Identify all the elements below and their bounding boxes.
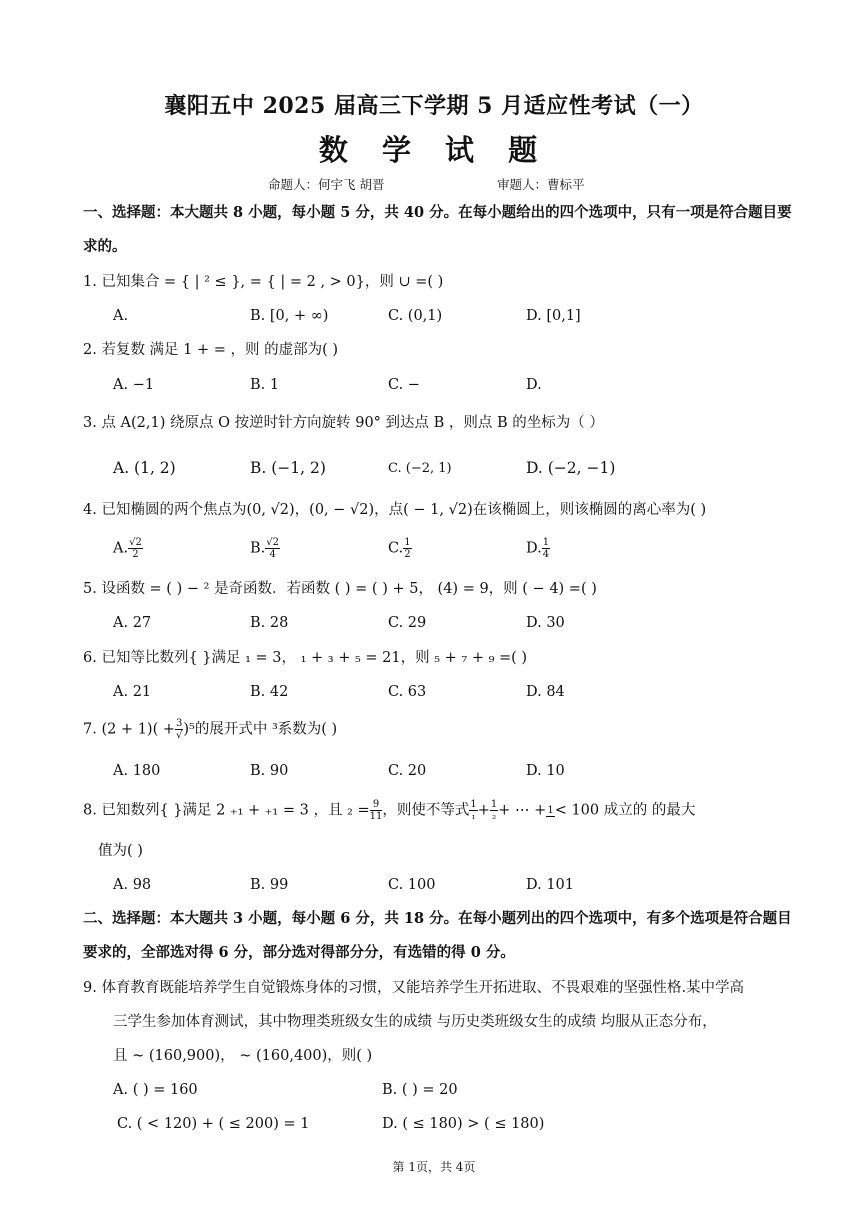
question-4-option-c-fraction <box>403 537 411 560</box>
question-1-option-d: D. [0,1] <box>526 308 581 324</box>
fraction-numerator: 1 <box>542 537 550 548</box>
question-4-option-c <box>388 537 412 560</box>
question-7-stem-part-1: 7. (2 + 1)( + <box>83 721 175 738</box>
exam-subtitle: 数 学 试 题 <box>318 133 550 167</box>
question-4-option-a <box>113 537 143 560</box>
question-7-option-a: A. 180 <box>113 763 161 779</box>
question-4-option-d <box>526 537 550 560</box>
fraction-numerator: 1 <box>547 804 554 816</box>
question-9-option-b: B. ( ) = 20 <box>382 1082 458 1098</box>
question-3-stem: 3. 点 A(2,1) 绕原点 O 按逆时针方向旋转 90° 到达点 B ，则点 B 的坐标为（ ） <box>83 415 604 431</box>
question-2-stem: 2. 若复数 满足 1 + = ，则 的虚部为( ) <box>83 342 339 358</box>
question-3-option-c: C. (−2, 1) <box>388 461 452 476</box>
question-7-option-c: C. 20 <box>388 763 427 779</box>
question-8-option-b: B. 99 <box>250 877 289 893</box>
fraction-denominator: ₁ <box>471 811 476 822</box>
question-9-line-1: 9. 体育教育既能培养学生自觉锻炼身体的习惯，又能培养学生开拓进取、不畏艰难的坚强性格.某中学高 <box>83 980 745 996</box>
fraction-numerator: 3 <box>176 718 183 729</box>
reviewer-line: 审题人：曹标平 <box>497 177 585 192</box>
question-8-stem-part-3: + ⋯ + <box>498 802 547 819</box>
question-6-stem: 6. 已知等比数列{ }满足 ₁ = 3， ₁ + ₃ + ₅ = 21，则 ₅ + ₇ + ₉ =( ) <box>83 650 528 666</box>
question-4-stem: 4. 已知椭圆的两个焦点为(0, √2)，(0, − √2)，点( − 1, √2)在该椭圆上，则该椭圆的离心率为( ) <box>83 502 707 518</box>
question-4-option-b <box>250 537 280 560</box>
fraction-numerator: √2 <box>129 537 142 548</box>
setter-line: 命题人：何宇飞 胡晋 <box>268 177 385 192</box>
question-6-option-b: B. 42 <box>250 684 289 700</box>
question-4-option-d-letter: D. <box>526 540 542 557</box>
fraction-denominator: 4 <box>542 549 550 560</box>
question-8-stem <box>83 799 695 822</box>
question-5-option-d: D. 30 <box>526 615 565 631</box>
question-8-stem-part-1: 8. 已知数列{ }满足 2 ₊₁ + ₊₁ = 3 ，且 ₂ = <box>83 802 370 819</box>
question-6-option-d: D. 84 <box>526 684 565 700</box>
fraction-numerator: 1 <box>404 537 411 548</box>
question-8-sum-term-1 <box>469 799 477 822</box>
question-7-stem-part-2: )⁵的展开式中 ³系数为( ) <box>183 721 338 738</box>
question-2-option-a: A. −1 <box>113 377 155 393</box>
question-8-option-a: A. 98 <box>113 877 152 893</box>
question-4-option-a-letter: A. <box>113 540 129 557</box>
question-2-option-c: C. − <box>388 377 420 393</box>
question-8-option-c: C. 100 <box>388 877 436 893</box>
question-7-stem <box>83 718 337 741</box>
question-8-sum-term-n <box>546 805 554 817</box>
question-4-option-c-letter: C. <box>388 540 404 557</box>
question-8-plus: + <box>477 802 490 819</box>
fraction-numerator: 1 <box>470 799 477 810</box>
question-4-option-a-fraction <box>128 537 143 560</box>
question-2-option-b: B. 1 <box>250 377 280 393</box>
section-1-heading: 一、选择题：本大题共 8 小题，每小题 5 分，共 40 分。在每小题给出的四个选项中，只有一项是符合题目要求的。 <box>83 204 792 255</box>
question-4-option-b-letter: B. <box>250 540 266 557</box>
question-3-option-d: D. (−2, −1) <box>526 459 616 477</box>
question-4-option-b-fraction <box>265 537 280 560</box>
question-2-option-d: D. <box>526 377 542 393</box>
question-7-option-d: D. 10 <box>526 763 565 779</box>
fraction-numerator: 9 <box>370 799 383 811</box>
fraction-denominator: ₂ <box>492 811 497 822</box>
question-3-option-a: A. (1, 2) <box>113 459 176 477</box>
question-1-option-b: B. [0, + ∞) <box>250 308 329 324</box>
question-1-stem: 1. 已知集合 = { | ² ≤ }, = { | = 2 , > 0}，则 ∪ =( ) <box>83 274 444 290</box>
question-1-option-c: C. (0,1) <box>388 308 443 324</box>
question-8-stem-continued: 值为( ) <box>98 843 143 859</box>
question-5-option-a: A. 27 <box>113 615 152 631</box>
fraction-denominator: 2 <box>404 549 411 560</box>
question-8-option-d: D. 101 <box>526 877 575 893</box>
fraction-denominator: 11 <box>369 811 383 822</box>
fraction-denominator: 4 <box>269 549 276 560</box>
question-4-option-d-fraction <box>542 537 550 560</box>
question-9-line-2: 三学生参加体育测试，其中物理类班级女生的成绩 与历史类班级女生的成绩 均服从正态分布， <box>113 1014 717 1030</box>
question-3-option-b: B. (−1, 2) <box>250 459 326 477</box>
question-9-option-c: C. ( < 120) + ( ≤ 200) = 1 <box>117 1116 310 1132</box>
question-5-option-b: B. 28 <box>250 615 289 631</box>
fraction-denominator: 2 <box>132 549 139 560</box>
question-7-option-b: B. 90 <box>250 763 289 779</box>
question-9-option-d: D. ( ≤ 180) > ( ≤ 180) <box>382 1116 545 1132</box>
question-5-stem: 5. 设函数 = ( ) − ² 是奇函数．若函数 ( ) = ( ) + 5， (4) = 9，则 ( − 4) =( ) <box>83 581 597 597</box>
question-1-option-a: A. <box>113 308 129 324</box>
section-2-heading: 二、选择题：本大题共 3 小题，每小题 6 分，共 18 分。在每小题列出的四个选项中，有多个选项是符合题目要求的，全部选对得 6 分，部分选对得部分分，有选错的得 0 分。 <box>83 910 792 961</box>
question-9-line-3: 且 ~ (160,900)， ~ (160,400)，则( ) <box>113 1048 373 1064</box>
question-8-stem-part-4: < 100 成立的 的最大 <box>554 802 696 819</box>
question-8-stem-part-2: ，则使不等式 <box>382 802 470 819</box>
question-8-fraction-a2 <box>370 799 383 822</box>
question-6-option-a: A. 21 <box>113 684 152 700</box>
fraction-numerator: √2 <box>266 537 279 548</box>
fraction-numerator: 1 <box>490 799 498 810</box>
fraction-denominator: √ <box>176 730 183 741</box>
question-9-option-a: A. ( ) = 160 <box>113 1082 198 1098</box>
exam-title: 襄阳五中 2025 届高三下学期 5 月适应性考试（一） <box>164 93 704 119</box>
page-number-footer: 第 1页，共 4页 <box>392 1160 476 1174</box>
question-6-option-c: C. 63 <box>388 684 427 700</box>
question-5-option-c: C. 29 <box>388 615 427 631</box>
